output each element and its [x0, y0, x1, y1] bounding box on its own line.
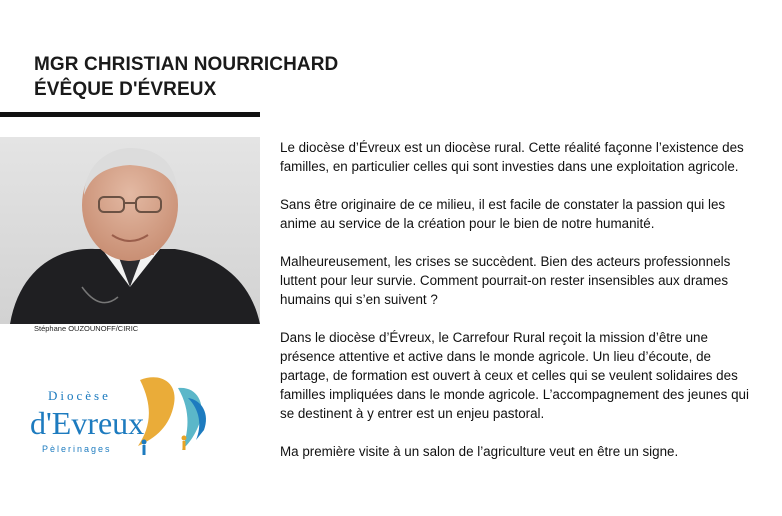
title-underline	[0, 112, 260, 117]
paragraph: Malheureusement, les crises se succèdent. Bien des acteurs professionnels luttent pour leur survie. Comment pourrait-on rester insensibles aux drames humains qui s’en suivent ?	[280, 254, 731, 307]
diocese-logo-graphic	[28, 368, 228, 463]
paragraph: Dans le diocèse d’Évreux, le Carrefour Rural reçoit la mission d’être une présence attentive et active dans le monde agricole. Un lieu d’écoute, de partage, de formation est ouvert à ceux et celles qui se veulent solidaires des familles impliquées dans le monde agricole. L’accompagnement des jeunes qui se destinent à y entrer est un enjeu pastoral.	[280, 330, 749, 421]
paragraph: Ma première visite à un salon de l’agriculture veut en être un signe.	[280, 444, 679, 459]
diocese-logo	[28, 368, 228, 463]
article-body	[280, 138, 750, 480]
logo-word-main: d'Evreux	[30, 405, 145, 441]
photo-credit: Stéphane OUZOUNOFF/CIRIC	[34, 324, 139, 333]
title-line-name: MGR CHRISTIAN NOURRICHARD	[34, 54, 339, 75]
page-title	[34, 52, 338, 102]
logo-word-top: Diocèse	[48, 388, 111, 403]
logo-word-bottom: Pèlerinages	[42, 444, 112, 454]
paragraph: Le diocèse d’Évreux est un diocèse rural. Cette réalité façonne l’existence des familles, en particulier celles qui sont investies dans une exploitation agricole.	[280, 140, 744, 174]
portrait-photo	[0, 137, 260, 324]
portrait-illustration	[0, 137, 260, 324]
paragraph: Sans être originaire de ce milieu, il est facile de constater la passion qui les anime au service de la création pour le bien de notre humanité.	[280, 197, 726, 231]
title-line-role: ÉVÊQUE D'ÉVREUX	[34, 79, 217, 100]
